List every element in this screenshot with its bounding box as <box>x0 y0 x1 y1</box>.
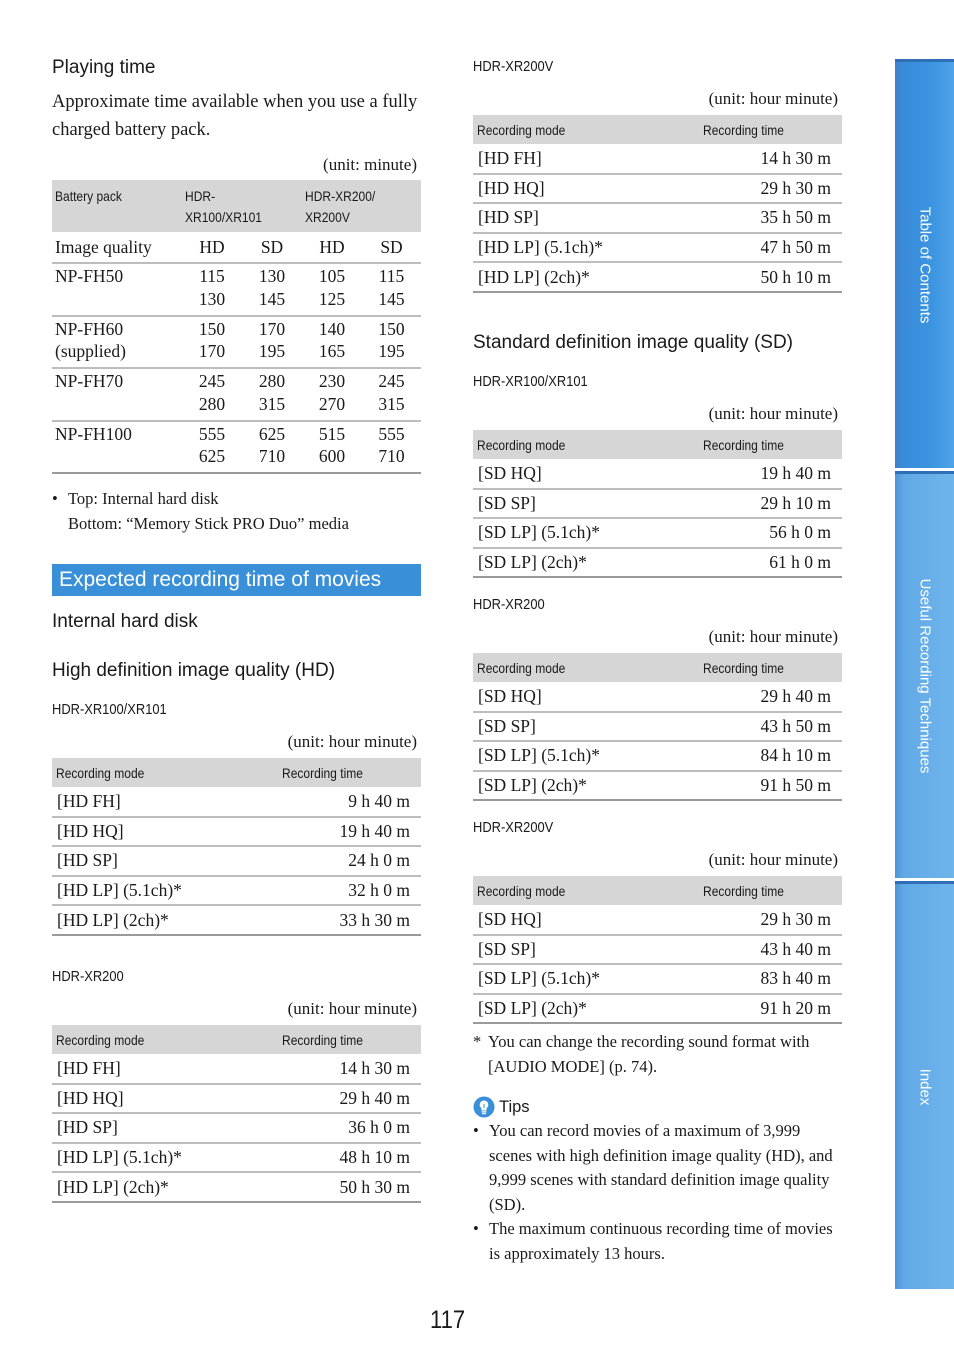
table-row: [SD HQ] 29 h 30 m <box>473 905 842 935</box>
list-item: • You can record movies of a maximum of 3,999 scenes with high definition image quality (HD), and 9,999 scenes with standard definition image quality (SD). <box>473 1119 842 1217</box>
table-row: [SD LP] (5.1ch)* 56 h 0 m <box>473 518 842 548</box>
list-item: • The maximum continuous recording time of movies is approximately 13 hours. <box>473 1217 842 1266</box>
tab-useful-recording-techniques[interactable] <box>895 471 954 878</box>
recording-time-table: Recording mode Recording time [HD FH] 14 h 30 m [HD HQ] 29 h 40 m [HD SP] 36 h 0 m [HD LP] (5.1ch)* 48 h 10 m [HD LP] (2ch)* 50 h 30 m <box>52 1025 421 1203</box>
unit-label: (unit: hour minute) <box>708 89 838 108</box>
table-row: [SD SP] 29 h 10 m <box>473 489 842 519</box>
unit-label: (unit: hour minute) <box>708 404 838 423</box>
recording-time-table: Recording mode Recording time [HD FH] 9 h 40 m [HD HQ] 19 h 40 m [HD SP] 24 h 0 m [HD LP] (5.1ch)* 32 h 0 m [HD LP] (2ch)* 33 h 30 m <box>52 758 421 936</box>
table-row: [SD LP] (2ch)* 91 h 50 m <box>473 771 842 801</box>
table-row: [HD SP] 36 h 0 m <box>52 1113 421 1143</box>
table-row: [SD LP] (5.1ch)* 83 h 40 m <box>473 964 842 994</box>
tab-table-of-contents[interactable] <box>895 59 954 468</box>
table-row: [HD FH] 9 h 40 m <box>52 787 421 817</box>
model-heading: HDR-XR200V <box>473 819 554 836</box>
table-row: [SD SP] 43 h 50 m <box>473 712 842 742</box>
list-item: • Top: Internal hard disk <box>52 487 421 512</box>
recording-time-table: Recording mode Recording time [SD HQ] 29 h 40 m [SD SP] 43 h 50 m [SD LP] (5.1ch)* 84 h 10 m [SD LP] (2ch)* 91 h 50 m <box>473 653 842 801</box>
table-row: [SD LP] (2ch)* 61 h 0 m <box>473 548 842 578</box>
internal-hdd-heading: Internal hard disk <box>52 611 198 632</box>
table-row: [SD LP] (2ch)* 91 h 20 m <box>473 994 842 1024</box>
unit-minute-label: (unit: minute) <box>323 155 417 174</box>
list-item: Bottom: “Memory Stick PRO Duo” media <box>68 513 349 533</box>
table-row: [HD SP] 35 h 50 m <box>473 203 842 233</box>
section-banner: Expected recording time of movies <box>52 564 421 596</box>
image-quality-row: Image quality HD SD HD SD <box>52 232 421 263</box>
page-number: 117 <box>430 1306 466 1334</box>
footnote: * You can change the recording sound format with [AUDIO MODE] (p. 74). <box>473 1032 810 1076</box>
table-row: [HD LP] (5.1ch)* 48 h 10 m <box>52 1143 421 1173</box>
table-row: [HD LP] (5.1ch)* 32 h 0 m <box>52 876 421 906</box>
tips-heading: Tips <box>473 1096 530 1118</box>
tips-lightbulb-icon <box>473 1096 495 1118</box>
playing-time-paragraph: Approximate time available when you use a fully charged battery pack. <box>52 92 418 140</box>
model-heading: HDR-XR200V <box>473 58 554 75</box>
table-row: NP-FH50 115 130 130 145 105 125 115 145 <box>52 263 421 316</box>
unit-label: (unit: hour minute) <box>708 850 838 869</box>
model-heading: HDR-XR100/XR101 <box>52 701 167 718</box>
model-heading: HDR-XR200 <box>52 968 124 985</box>
table-row: [SD HQ] 29 h 40 m <box>473 682 842 712</box>
recording-time-table: Recording mode Recording time [HD FH] 14 h 30 m [HD HQ] 29 h 30 m [HD SP] 35 h 50 m [HD LP] (5.1ch)* 47 h 50 m [HD LP] (2ch)* 50 h 10 m <box>473 115 842 293</box>
table-row: NP-FH60 (supplied) 150 170 170 195 140 165 150 195 <box>52 316 421 369</box>
table-row: [HD LP] (2ch)* 50 h 10 m <box>473 262 842 292</box>
battery-pack-header: Battery pack <box>52 180 182 232</box>
table-row: [HD SP] 24 h 0 m <box>52 846 421 876</box>
sd-heading: Standard definition image quality (SD) <box>473 332 794 353</box>
tab-label: Useful Recording Techniques <box>916 578 933 774</box>
battery-notes <box>52 487 421 536</box>
xr200-header: HDR-XR200/ XR200V <box>302 180 421 232</box>
unit-label: (unit: hour minute) <box>287 999 417 1018</box>
tab-label: Index <box>916 1068 933 1105</box>
unit-label: (unit: hour minute) <box>708 627 838 646</box>
tab-label: Table of Contents <box>916 206 933 324</box>
table-row: [HD LP] (2ch)* 33 h 30 m <box>52 905 421 935</box>
table-row: [SD LP] (5.1ch)* 84 h 10 m <box>473 741 842 771</box>
tab-index[interactable] <box>895 881 954 1289</box>
table-row: [HD HQ] 19 h 40 m <box>52 817 421 847</box>
table-row: [HD FH] 14 h 30 m <box>52 1054 421 1084</box>
hd-heading: High definition image quality (HD) <box>52 660 336 681</box>
table-row: [HD LP] (5.1ch)* 47 h 50 m <box>473 233 842 263</box>
table-row: [SD SP] 43 h 40 m <box>473 935 842 965</box>
tips-list <box>473 1119 842 1266</box>
table-row: [HD FH] 14 h 30 m <box>473 144 842 174</box>
recording-time-table: Recording mode Recording time [SD HQ] 19 h 40 m [SD SP] 29 h 10 m [SD LP] (5.1ch)* 56 h 0 m [SD LP] (2ch)* 61 h 0 m <box>473 430 842 578</box>
unit-label: (unit: hour minute) <box>287 732 417 751</box>
table-row: [HD HQ] 29 h 40 m <box>52 1084 421 1114</box>
table-row: [HD HQ] 29 h 30 m <box>473 174 842 204</box>
recording-time-table: Recording mode Recording time [SD HQ] 29 h 30 m [SD SP] 43 h 40 m [SD LP] (5.1ch)* 83 h 40 m [SD LP] (2ch)* 91 h 20 m <box>473 876 842 1024</box>
table-row: [SD HQ] 19 h 40 m <box>473 459 842 489</box>
playing-time-heading: Playing time <box>52 57 156 78</box>
xr100-header: HDR-XR100/XR101 <box>182 180 302 232</box>
table-row: [HD LP] (2ch)* 50 h 30 m <box>52 1172 421 1202</box>
battery-playing-time-table <box>52 180 421 474</box>
model-heading: HDR-XR100/XR101 <box>473 373 588 390</box>
table-row: NP-FH70 245 280 280 315 230 270 245 315 <box>52 368 421 421</box>
table-row: NP-FH100 555 625 625 710 515 600 555 710 <box>52 421 421 474</box>
model-heading: HDR-XR200 <box>473 596 545 613</box>
